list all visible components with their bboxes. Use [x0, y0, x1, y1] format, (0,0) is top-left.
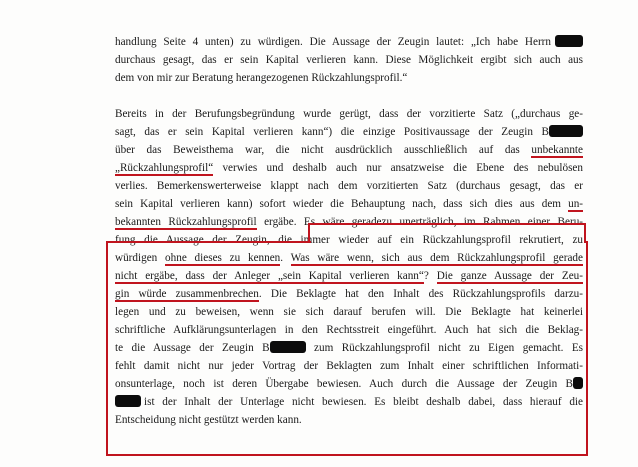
text-line: durchaus gesagt, das er sein Kapital verlieren kann. Diese Möglichkeit ergibt sich auch aus — [115, 54, 583, 66]
text-line: über das Beweisthema war, die nicht ausdrücklich ausschließlich auf das unbekannte — [115, 144, 583, 156]
text-line: sagt, das er sein Kapital verlieren kann“) die einzige Positivaussage der Zeugin B — [115, 123, 583, 141]
underlined-text: ohne dieses zu kennen — [165, 252, 281, 264]
highlight-frame — [106, 241, 588, 456]
redaction — [555, 35, 583, 47]
underlined-text: nicht ergäbe, dass der Anleger „sein Kapital verlieren kann“ — [115, 270, 424, 282]
underlined-text: un- — [568, 198, 584, 210]
text-line: sein Kapital verlieren kann) sofort wieder die Behauptung nach, dass sich dies aus dem un- — [115, 198, 584, 210]
text-line: legen und zu beweisen, wenn sie sich darauf berufen will. Die Beklagte hat keinerlei — [115, 306, 583, 318]
highlight-frame-step — [308, 223, 310, 243]
underlined-text: „Rückzahlungsprofil“ — [115, 162, 214, 174]
underlined-text: bekannten Rückzahlungsprofil — [115, 216, 257, 228]
highlight-frame-top — [308, 223, 586, 225]
text-line: onsunterlage, noch ist deren Übergabe bewiesen. Auch durch die Aussage der Zeugin B — [115, 375, 583, 393]
underlined-text: Die ganze Aussage der Zeu- — [436, 270, 583, 282]
underlined-text: gin würde zusammenbrechen — [115, 288, 259, 300]
text-line: „Rückzahlungsprofil“ verwies und deshalb auch nur ansatzweise die Ebene des nebulösen — [115, 162, 583, 174]
highlight-frame-side — [584, 223, 586, 243]
underlined-text: Was wäre wenn, sich aus dem Rückzahlungsprofil gerade — [290, 252, 583, 264]
text-line: verlies. Bemerkenswerterweise klappt nach dem vorzitierten Satz (durchaus gesagt, das er — [115, 180, 583, 192]
text-line: würdigen ohne dieses zu kennen. Was wäre wenn, sich aus dem Rückzahlungsprofil gerade — [115, 252, 583, 264]
text-line: gin würde zusammenbrechen. Die Beklagte hat den Inhalt des Rückzahlungsprofils darzu- — [115, 288, 583, 300]
redaction — [549, 125, 583, 137]
text-line: dem von mir zur Beratung herangezogenen Rückzahlungsprofil.“ — [115, 72, 408, 84]
text-line: fung die Aussage der Zeugin, die immer wieder auf ein Rückzahlungsprofil rekrutiert, zu — [115, 234, 583, 246]
text-line: Bereits in der Berufungsbegründung wurde gerügt, dass der vorzitierte Satz („durchaus ge- — [115, 108, 583, 120]
underlined-text: unbekannte — [531, 144, 583, 156]
text-line: nicht ergäbe, dass der Anleger „sein Kapital verlieren kann“? Die ganze Aussage der Zeu- — [115, 270, 583, 282]
text-line: Entscheidung nicht gestützt werden kann. — [115, 414, 302, 426]
text-line: bekannten Rückzahlungsprofil ergäbe. Es wäre geradezu unerträglich, im Rahmen einer Beru- — [115, 216, 584, 228]
text-line: schriftliche Aufklärungsunterlagen in den Rechtsstreit eingeführt. Auch hat sich die Beklag- — [115, 324, 583, 336]
text-line: ist der Inhalt der Unterlage nicht bewiesen. Es bleibt deshalb dabei, dass hierauf die — [115, 393, 583, 411]
text-line: te die Aussage der Zeugin B zum Rückzahlungsprofil nicht zu Eigen gemacht. Es — [115, 342, 584, 354]
text-line: fehlt damit nicht nur jeder Vortrag der Beklagten zum Inhalt einer schriftlichen Informati- — [115, 360, 583, 372]
text-line: handlung Seite 4 unten) zu würdigen. Die Aussage der Zeugin lautet: „Ich habe Herrn — [115, 33, 583, 51]
